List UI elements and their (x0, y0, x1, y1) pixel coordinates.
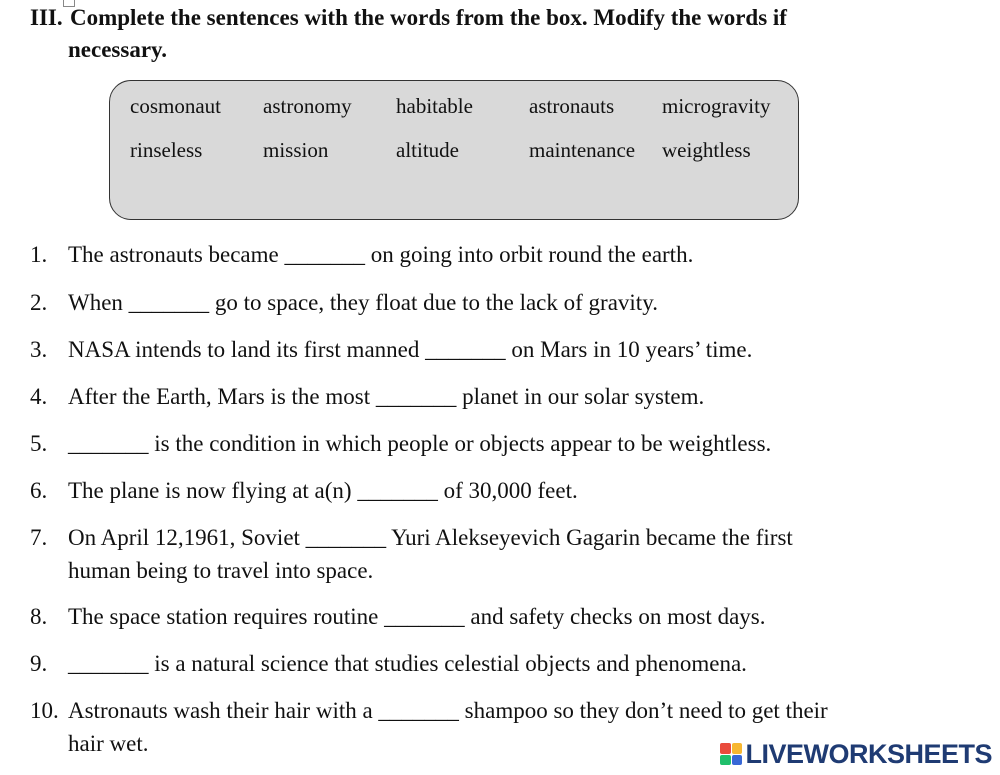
sentence-text: _______ is the condition in which people or objects appear to be weightless. (68, 431, 772, 456)
sentence-number: 8. (30, 604, 48, 629)
sentence-number: 3. (30, 337, 48, 362)
word-bank-item: habitable (396, 94, 473, 118)
sentence-text: The plane is now flying at a(n) _______ of 30,000 feet. (68, 478, 578, 503)
sentence-text: The space station requires routine _______ and safety checks on most days. (68, 604, 766, 629)
word-bank-item: microgravity (662, 94, 771, 118)
word-bank-item: astronomy (263, 94, 352, 118)
word-bank-item: astronauts (529, 94, 615, 118)
liveworksheets-watermark (720, 740, 992, 768)
exercise-heading (30, 2, 930, 66)
word-bank-item: altitude (396, 138, 459, 162)
sentence-text: When _______ go to space, they float due to the lack of gravity. (68, 290, 658, 315)
word-bank-item: cosmonaut (130, 94, 221, 118)
instruction-line-1: Complete the sentences with the words from the box. Modify the words if (70, 5, 787, 30)
sentence-text: After the Earth, Mars is the most _______ planet in our solar system. (68, 384, 705, 409)
sentence-text: hair wet. (68, 731, 149, 756)
sentence-text: On April 12,1961, Soviet _______ Yuri Alekseyevich Gagarin became the first (68, 525, 793, 550)
word-bank-item: mission (263, 138, 329, 162)
sentence-number: 4. (30, 384, 48, 409)
sentence-text: Astronauts wash their hair with a _______ shampoo so they don’t need to get their (68, 698, 828, 723)
sentence-text: _______ is a natural science that studies celestial objects and phenomena. (68, 651, 747, 676)
word-bank-item: weightless (662, 138, 751, 162)
word-box (109, 80, 799, 220)
sentence-text: The astronauts became _______ on going into orbit round the earth. (68, 242, 694, 267)
sentence-text: NASA intends to land its first manned _______ on Mars in 10 years’ time. (68, 337, 753, 362)
liveworksheets-logo-icon (720, 743, 742, 765)
watermark-text: LIVEWORKSHEETS (745, 738, 992, 769)
word-bank-item: rinseless (130, 138, 203, 162)
exercise-number: III. (30, 5, 63, 30)
sentence-number: 1. (30, 242, 48, 267)
sentence-number: 6. (30, 478, 48, 503)
sentence-number: 5. (30, 431, 48, 456)
sentence-number: 7. (30, 525, 48, 550)
sentence-number: 10. (30, 698, 59, 723)
sentence-number: 2. (30, 290, 48, 315)
instruction-line-2: necessary. (68, 37, 168, 62)
sentence-number: 9. (30, 651, 48, 676)
sentence-text: human being to travel into space. (68, 558, 374, 583)
word-bank-item: maintenance (529, 138, 636, 162)
